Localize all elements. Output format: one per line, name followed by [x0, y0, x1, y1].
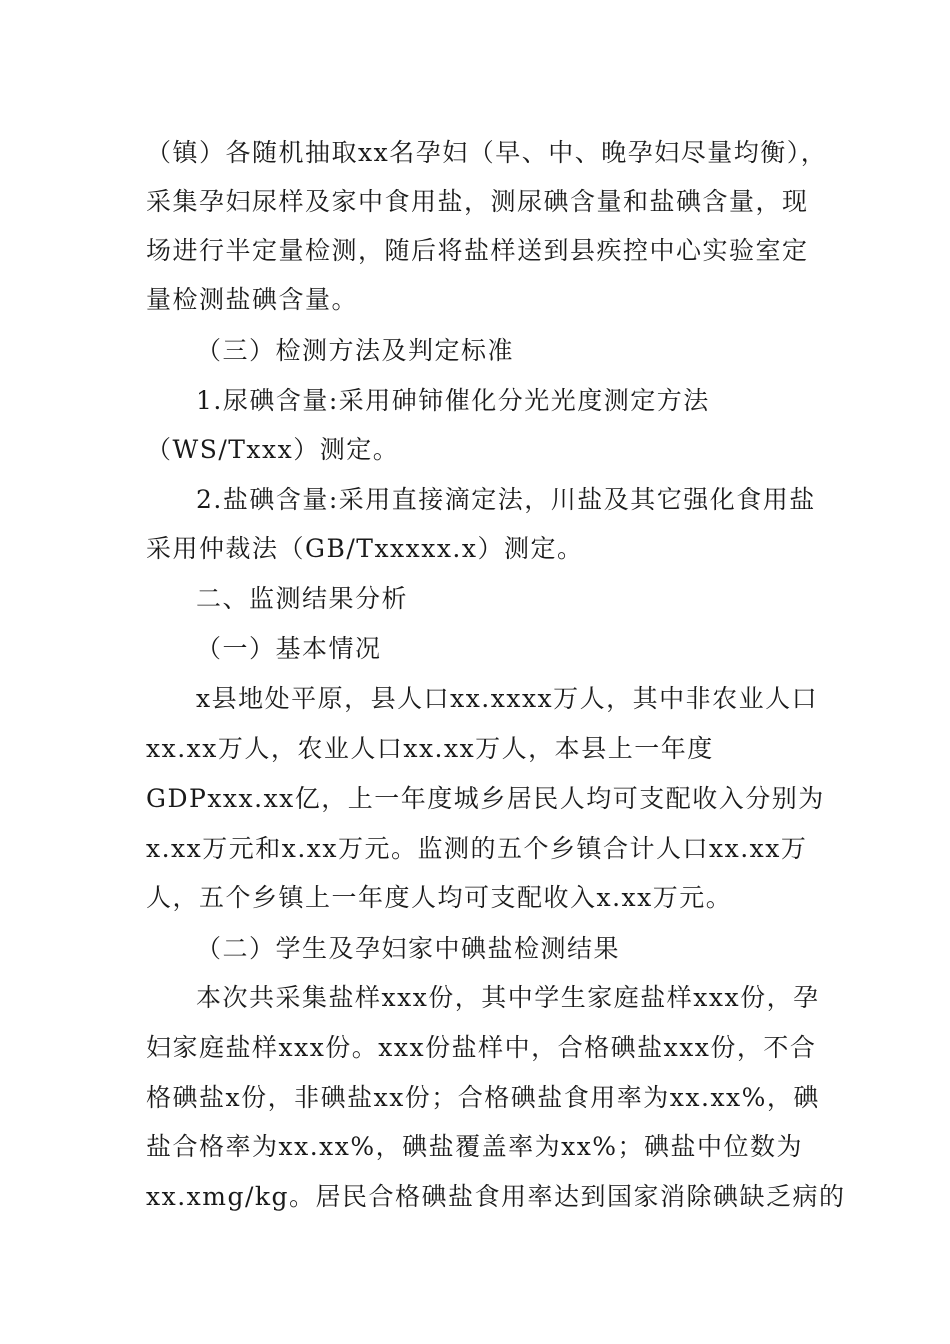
- text-line: xx.xx万人，农业人口xx.xx万人，本县上一年度: [146, 734, 714, 763]
- text-line: GDPxxx.xx亿，上一年度城乡居民人均可支配收入分别为: [146, 784, 825, 813]
- text-line: 量检测盐碘含量。: [146, 285, 359, 314]
- text-line: 人，五个乡镇上一年度人均可支配收入x.xx万元。: [146, 883, 733, 912]
- text-line: 妇家庭盐样xxx份。xxx份盐样中，合格碘盐xxx份，不合: [146, 1033, 817, 1062]
- text-line: 1.尿碘含量:采用砷铈催化分光光度测定方法: [196, 386, 710, 415]
- section-heading: （三）检测方法及判定标准: [196, 336, 515, 365]
- text-line: 采集孕妇尿样及家中食用盐，测尿碘含量和盐碘含量，现: [146, 187, 809, 216]
- text-line: （镇）各随机抽取xx名孕妇（早、中、晚孕妇尽量均衡），: [146, 138, 828, 167]
- text-line: 场进行半定量检测，随后将盐样送到县疾控中心实验室定: [146, 236, 809, 265]
- text-line: x县地处平原，县人口xx.xxxx万人，其中非农业人口: [196, 684, 819, 713]
- text-line: 本次共采集盐样xxx份，其中学生家庭盐样xxx份，孕: [196, 983, 820, 1012]
- text-line: （WS/Txxx）测定。: [146, 435, 400, 464]
- text-line: 采用仲裁法（GB/Txxxxx.x）测定。: [146, 534, 584, 563]
- text-line: 2.盐碘含量:采用直接滴定法，川盐及其它强化食用盐: [196, 485, 816, 514]
- text-line: xx.xmg/kg。居民合格碘盐食用率达到国家消除碘缺乏病的: [146, 1182, 846, 1211]
- text-line: 盐合格率为xx.xx%，碘盐覆盖率为xx%；碘盐中位数为: [146, 1132, 804, 1161]
- section-heading: 二、监测结果分析: [196, 584, 409, 613]
- section-heading: （一）基本情况: [196, 634, 382, 663]
- text-line: 格碘盐x份，非碘盐xx份；合格碘盐食用率为xx.xx%，碘: [146, 1083, 820, 1112]
- section-heading: （二）学生及孕妇家中碘盐检测结果: [196, 934, 621, 963]
- text-line: x.xx万元和x.xx万元。监测的五个乡镇合计人口xx.xx万: [146, 834, 808, 863]
